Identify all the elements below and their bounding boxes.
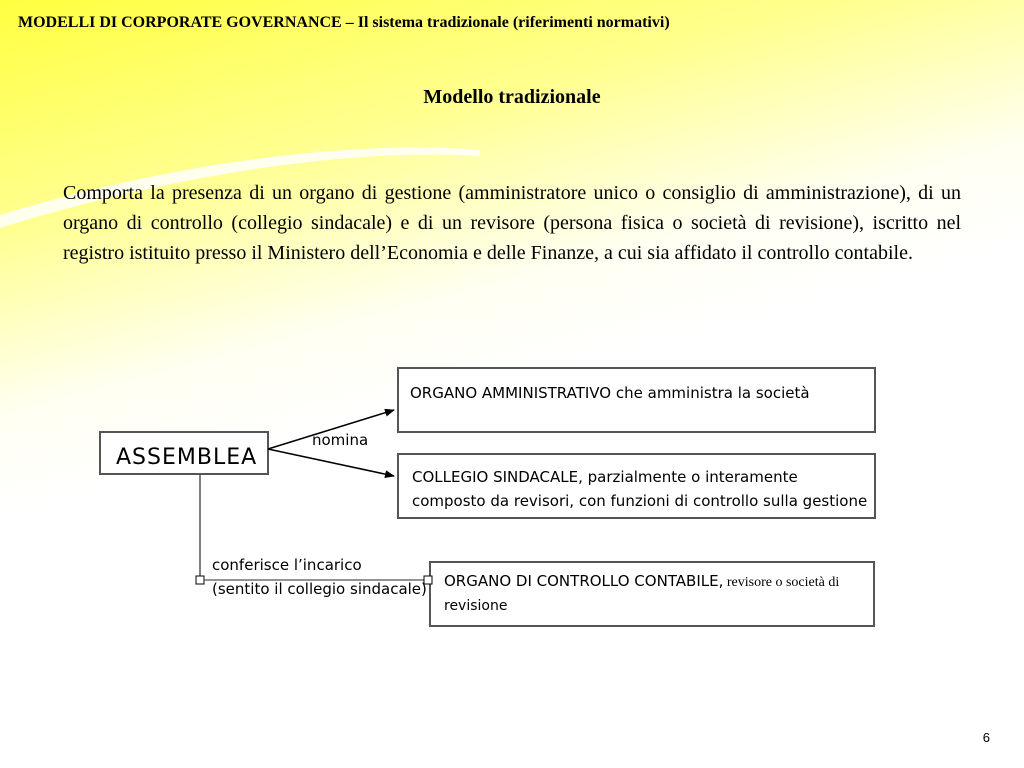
controllo-contabile-line1 <box>444 572 839 590</box>
collegio-sindacale-line2: composto da revisori, con funzioni di controllo sulla gestione <box>412 492 868 510</box>
header-title: MODELLI DI CORPORATE GOVERNANCE – Il sistema tradizionale (riferimenti normativi) <box>18 14 670 31</box>
arrow-to-collegio-sindacale <box>268 449 394 476</box>
organo-amministrativo-node <box>398 368 875 432</box>
assemblea-label: ASSEMBLEA <box>116 445 258 470</box>
conferisce-line2: (sentito il collegio sindacale) <box>212 580 427 598</box>
controllo-contabile-rest: revisore o società di <box>723 575 840 590</box>
nomina-label: nomina <box>312 431 369 449</box>
collegio-sindacale-node <box>398 454 875 518</box>
controllo-contabile-node <box>430 562 874 626</box>
conferisce-line1: conferisce l’incarico <box>212 556 362 574</box>
page-number: 6 <box>982 730 990 745</box>
slide-title: Modello tradizionale <box>423 86 601 108</box>
body-paragraph: Comporta la presenza di un organo di gestione (amministratore unico o consiglio di amministrazione), di un organo di controllo (collegio sindacale) e di un revisore (persona fisica o società di revisione), iscritto nel registro istituito presso il Ministero dell’Economia e delle Finanze, a cui sia affidato il controllo contabile. <box>63 182 961 264</box>
assemblea-node <box>100 432 268 474</box>
controllo-contabile-line2: revisione <box>444 598 508 614</box>
organo-amministrativo-label: ORGANO AMMINISTRATIVO che amministra la società <box>410 384 810 402</box>
controllo-contabile-title: ORGANO DI CONTROLLO CONTABILE, <box>444 572 724 590</box>
collegio-sindacale-line1: COLLEGIO SINDACALE, parzialmente o interamente <box>412 468 798 486</box>
connector-handle-left <box>196 576 204 584</box>
